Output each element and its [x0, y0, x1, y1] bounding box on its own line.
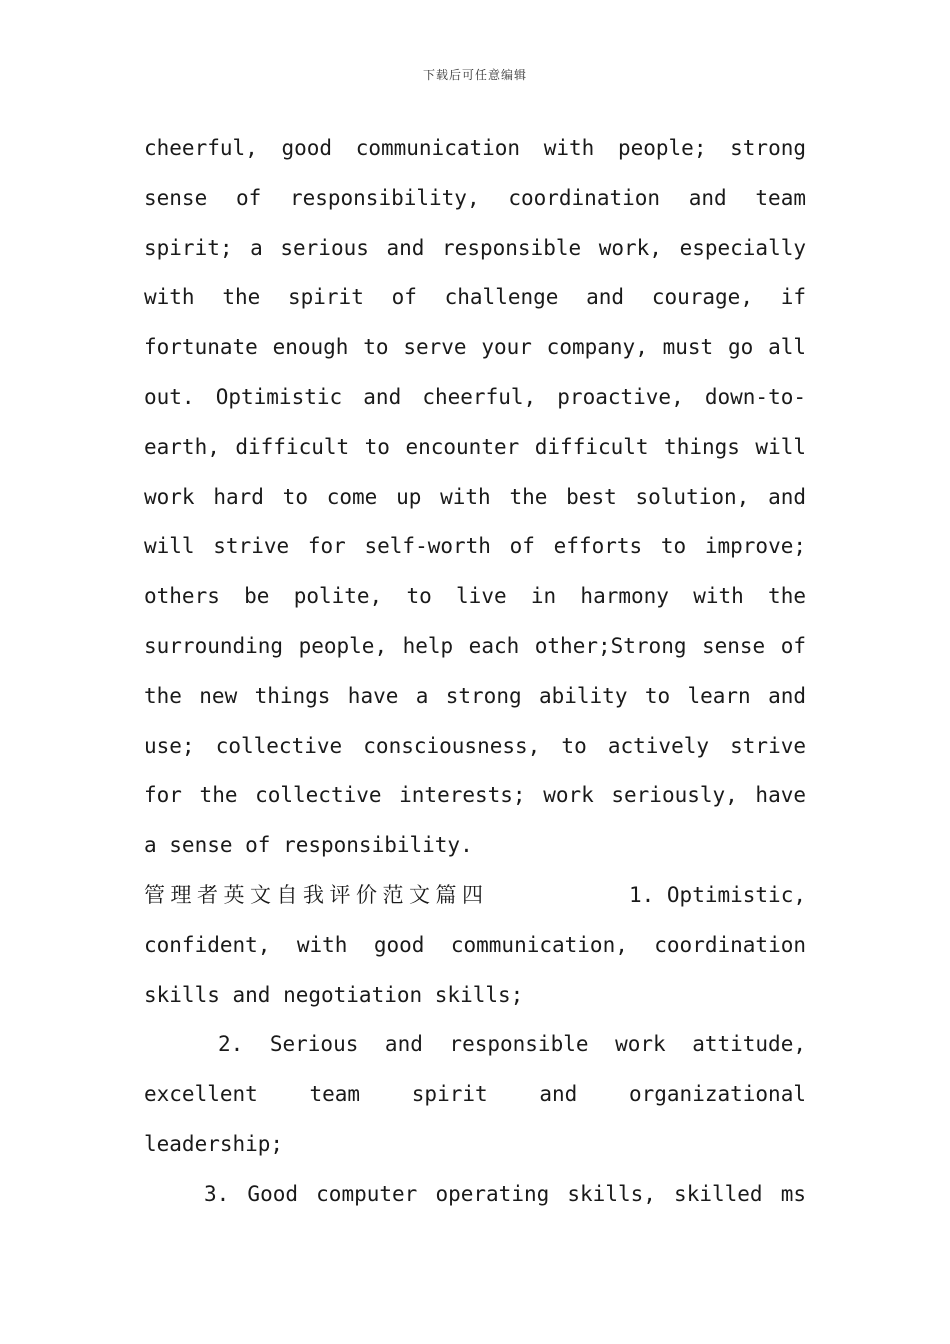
- body-text: [144, 124, 806, 1220]
- text-line: with the spirit of challenge and courage, if: [144, 285, 806, 310]
- text-line: the new things have a strong ability to learn and: [144, 683, 806, 708]
- text-line: others be polite, to live in harmony with the: [144, 584, 806, 609]
- text-line: earth, difficult to encounter difficult things will: [144, 434, 806, 459]
- list-item-1-line: skills and negotiation skills;: [144, 982, 524, 1007]
- list-item-2-line: excellent team spirit and organizational: [144, 1082, 806, 1107]
- text-line: spirit; a serious and responsible work, especially: [144, 235, 806, 260]
- text-line: sense of responsibility, coordination and team: [144, 185, 806, 210]
- text-line: cheerful, good communication with people; strong: [144, 136, 806, 160]
- text-line: will strive for self-worth of efforts to improve;: [144, 534, 806, 559]
- list-item-2-line: 2. Serious and responsible work attitude,: [218, 1032, 806, 1057]
- text-line: a sense of responsibility.: [144, 833, 473, 858]
- list-item-1-lead: 1. Optimistic,: [628, 882, 806, 907]
- section-heading-row: [144, 871, 806, 921]
- text-line: for the collective interests; work seriously, have: [144, 783, 806, 808]
- text-line: work hard to come up with the best solution, and: [144, 484, 806, 509]
- text-line: use; collective consciousness, to actively strive: [144, 733, 806, 758]
- text-line: fortunate enough to serve your company, must go all: [144, 335, 806, 360]
- list-item-3-line: 3. Good computer operating skills, skilled ms: [204, 1181, 806, 1206]
- list-item-1-line: confident, with good communication, coordination: [144, 932, 806, 957]
- section-heading: 管理者英文自我评价范文篇四: [144, 882, 489, 907]
- text-line: out. Optimistic and cheerful, proactive, down-to-: [144, 384, 806, 409]
- list-item-2-line: leadership;: [144, 1131, 284, 1156]
- header-note: 下载后可任意编辑: [422, 68, 527, 82]
- text-line: surrounding people, help each other;Strong sense of: [144, 633, 806, 658]
